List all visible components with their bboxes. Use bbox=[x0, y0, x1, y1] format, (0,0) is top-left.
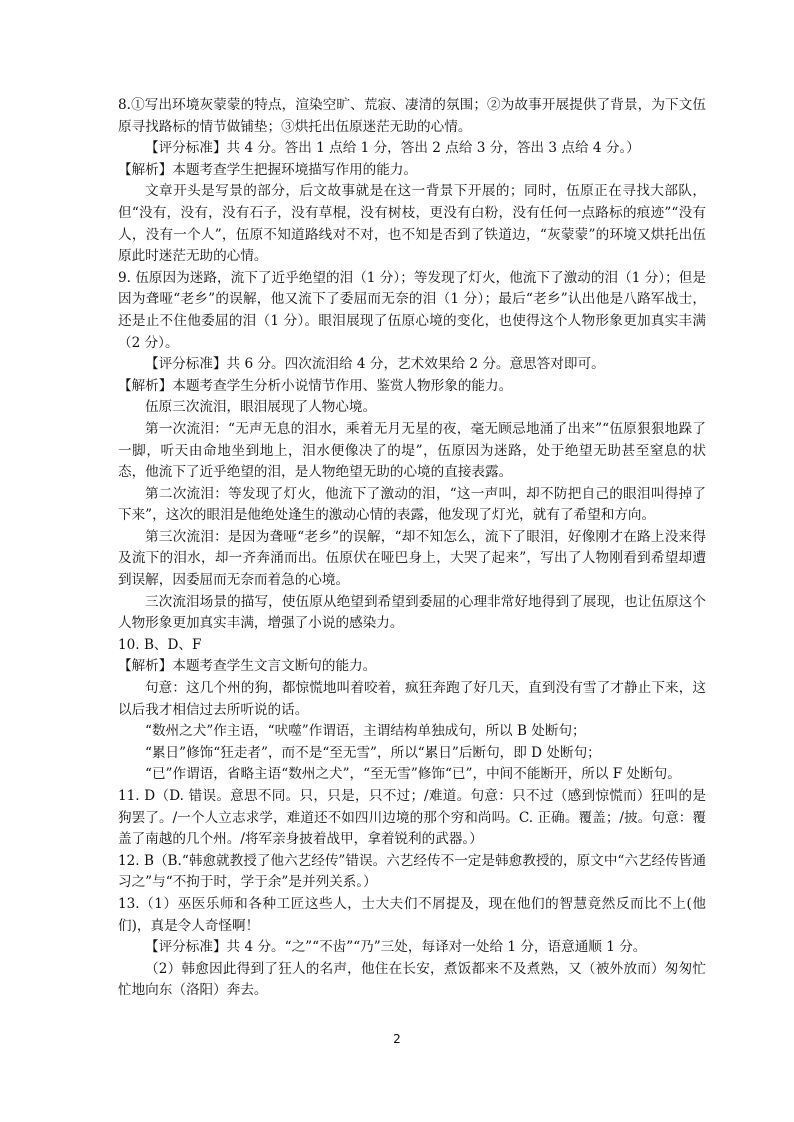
paragraph: 句意：这几个州的狗，都惊慌地叫着咬着，疯狂奔跑了好几天，直到没有雪了才静止下来，这以后我才相信过去所听说的话。 bbox=[118, 680, 706, 718]
page-number: 2 bbox=[393, 1032, 401, 1046]
paragraph: 第三次流泪：是因为聋哑“老乡”的误解，“却不知怎么，流下了眼泪，好像刚才在路上没来得及流下的泪水，却一齐奔涌而出。伍原伏在哑巴身上，大哭了起来”，写出了人物刚看到希望却遭到误解，因委屈而无奈而着急的心境。 bbox=[118, 528, 706, 589]
paragraph: 13.（1）巫医乐师和各种工匠这些人，士大夫们不屑提及，现在他们的智慧竟然反而比不上(他们)，真是令人奇怪啊！ bbox=[118, 895, 706, 934]
paragraph: 第二次流泪：等发现了灯火，他流下了激动的泪，“这一声叫，却不防把自己的眼泪叫得掉了下来”，这次的眼泪是他绝处逢生的激动心情的表露，他发现了灯光，就有了希望和方向。 bbox=[118, 485, 706, 524]
paragraph: 伍原三次流泪，眼泪展现了人物心境。 bbox=[145, 399, 377, 416]
paragraph: “已”作谓语，省略主语“数州之犬”，“至无雪”修饰“已”，中间不能断开，所以 F 处断句。 bbox=[145, 766, 681, 783]
paragraph: “数州之犬”作主语，“吠噬”作谓语，主谓结构单独成句，所以 B 处断句； bbox=[145, 723, 586, 740]
paragraph: 【解析】本题考查学生文言文断句的能力。 bbox=[118, 658, 377, 675]
paragraph: 8.①写出环境灰蒙蒙的特点，渲染空旷、荒寂、凄清的氛围；②为故事开展提供了背景，为下文伍原寻找路标的情节做铺垫；③烘托出伍原迷茫无助的心情。 bbox=[118, 97, 706, 135]
paragraph: 【评分标准】共 4 分。答出 1 点给 1 分，答出 2 点给 3 分，答出 3 点给 4 分。） bbox=[145, 140, 640, 157]
paragraph: 【解析】本题考查学生把握环境描写作用的能力。 bbox=[118, 161, 418, 178]
paragraph: “累日”修饰“狂走者”，而不是“至无雪”，所以“累日”后断句，即 D 处断句； bbox=[145, 744, 601, 761]
paragraph: 三次流泪场景的描写，使伍原从绝望到希望到委屈的心理非常好地得到了展现，也让伍原这个人物形象更加真实丰满，增强了小说的感染力。 bbox=[118, 593, 706, 632]
paragraph: （2）韩愈因此得到了狂人的名声，他住在长安，煮饭都来不及煮熟，又（被外放而）匆匆忙忙地向东（洛阳）奔去。 bbox=[118, 960, 706, 999]
paragraph: 12. B（B.“韩愈就教授了他六艺经传”错误。六艺经传不一定是韩愈教授的，原文中“六艺经传皆通习之”与“不拘于时，学于余”是并列关系。） bbox=[118, 852, 706, 891]
paragraph: 【评分标准】共 6 分。四次流泪给 4 分，艺术效果给 2 分。意思答对即可。 bbox=[145, 356, 605, 373]
paragraph: 【解析】本题考查学生分析小说情节作用、鉴赏人物形象的能力。 bbox=[118, 377, 513, 394]
paragraph: 11. D（D. 错误。意思不同。只，只是，只不过；/难道。句意：只不过（感到惊慌而）狂叫的是狗罢了。/一个人立志求学，难道还不如四川边境的那个穷和尚吗。C. 正确。覆盖；/披。句意：覆盖了南越的几个州。/将军亲身披着战甲，拿着锐利的武器。） bbox=[118, 788, 706, 848]
paragraph: 文章开头是写景的部分，后文故事就是在这一背景下开展的；同时，伍原正在寻找大部队，但“没有，没有，没有石子，没有草棍，没有树枝，更没有白粉，没有任何一点路标的痕迹”“没有人，没有一个人”，伍原不知道路线对不对，也不知是否到了铁道边，“灰蒙蒙”的环境又烘托出伍原此时迷茫无助的心情。 bbox=[118, 183, 706, 265]
document-body bbox=[118, 95, 706, 1002]
paragraph: 10. B、D、F bbox=[118, 636, 202, 653]
paragraph: 【评分标准】共 4 分。“之”“不齿”“乃”三处，每译对一处给 1 分，语意通顺 1 分。 bbox=[145, 939, 647, 956]
paragraph: 9. 伍原因为迷路，流下了近乎绝望的泪（1 分）；等发现了灯火，他流下了激动的泪（1 分）；但是因为聋哑“老乡”的误解，他又流下了委屈而无奈的泪（1 分）；最后“老乡”认出他是八路军战士，还是止不住他委屈的泪（1 分）。眼泪展现了伍原心境的变化，也使得这个人物形象更加真实丰满（2 分）。 bbox=[118, 269, 706, 351]
paragraph: 第一次流泪：“无声无息的泪水，乘着无月无星的夜，毫无顾忌地涌了出来”“伍原狠狠地跺了一脚，听天由命地坐到地上，泪水便像决了的堤”，伍原因为迷路，处于绝望无助甚至窒息的状态，他流下了近乎绝望的泪，是人物绝望无助的心境的直接表露。 bbox=[118, 420, 706, 481]
